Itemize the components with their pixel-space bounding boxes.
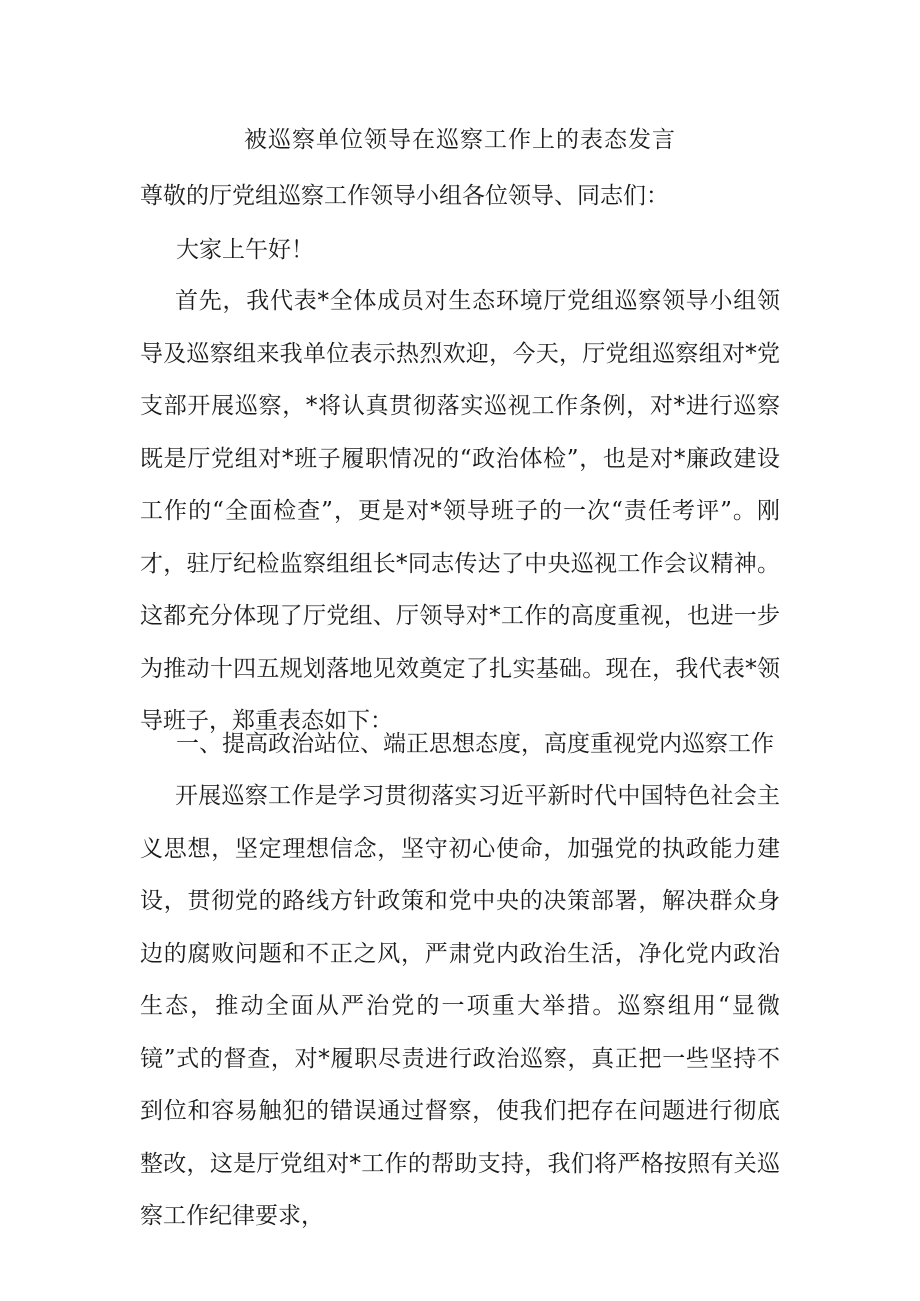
body-paragraph-section-1: 开展巡察工作是学习贯彻落实习近平新时代中国特色社会主义思想，坚定理想信念，坚守初心使命，加强党的执政能力建设，贯彻党的路线方针政策和党中央的决策部署，解决群众身边的腐败问题和不正之风，严肃党内政治生活，净化党内政治生态，推动全面从严治党的一项重大举措。巡察组用“显微镜”式的督查，对*履职尽责进行政治巡察，真正把一些坚持不到位和容易触犯的错误通过督察，使我们把存在问题进行彻底整改，这是厅党组对*工作的帮助支持，我们将严格按照有关巡察工作纪律要求， (140, 783, 780, 1229)
section-heading-1: 一、提高政治站位、端正思想态度，高度重视党内巡察工作 (176, 731, 774, 757)
salutation-line: 尊敬的厅党组巡察工作领导小组各位领导、同志们： (140, 183, 669, 209)
greeting-line: 大家上午好！ (176, 237, 314, 263)
document-title: 被巡察单位领导在巡察工作上的表态发言 (244, 127, 676, 153)
body-paragraph-opening: 首先，我代表*全体成员对生态环境厅党组巡察领导小组领导及巡察组来我单位表示热烈欢迎，今天，厅党组巡察组对*党支部开展巡察，*将认真贯彻落实巡视工作条例，对*进行巡察既是厅党组对*班子履职情况的“政治体检”，也是对*廉政建设工作的“全面检查”，更是对*领导班子的一次“责任考评”。刚才，驻厅纪检监察组组长*同志传达了中央巡视工作会议精神。这都充分体现了厅党组、厅领导对*工作的高度重视，也进一步为推动十四五规划落地见效奠定了扎实基础。现在，我代表*领导班子，郑重表态如下： (140, 288, 780, 734)
